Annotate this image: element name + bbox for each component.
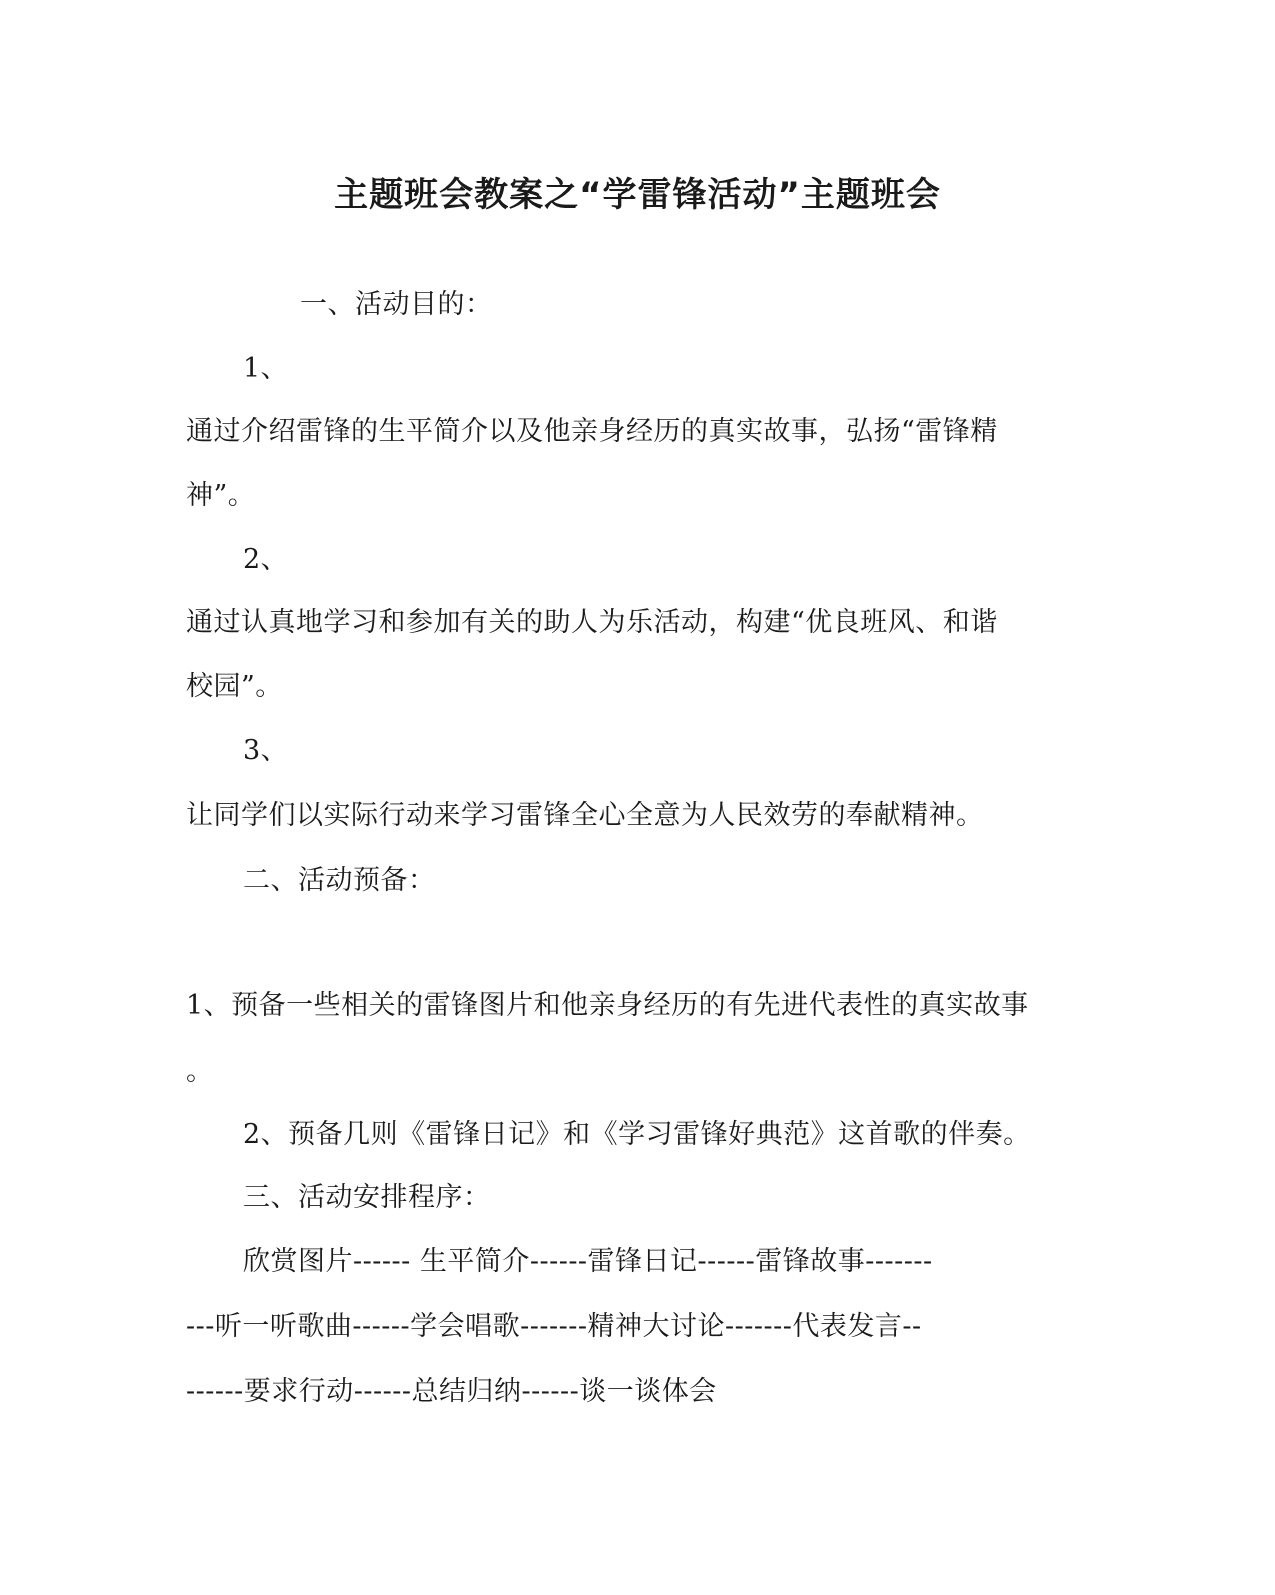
- document-title: 主题班会教案之“学雷锋活动”主题班会: [334, 175, 941, 215]
- list-item-number: 2、: [243, 544, 289, 575]
- list-item-number: 1、: [243, 353, 289, 384]
- paragraph-line: 神”。: [186, 480, 256, 511]
- paragraph-line: 通过认真地学习和参加有关的助人为乐活动，构建“优良班风、和谐: [186, 607, 998, 638]
- section-heading-procedure: 三、活动安排程序：: [243, 1182, 491, 1213]
- paragraph-line: 。: [186, 1056, 214, 1087]
- paragraph-line: ---听一听歌曲------学会唱歌-------精神大讨论-------代表发言--: [186, 1311, 922, 1342]
- section-heading-objectives: 一、活动目的：: [300, 289, 493, 320]
- paragraph-line: 2、预备几则《雷锋日记》和《学习雷锋好典范》这首歌的伴奏。: [243, 1119, 1031, 1150]
- paragraph-line: ------要求行动------总结归纳------谈一谈体会: [186, 1376, 717, 1407]
- paragraph-line: 校园”。: [186, 671, 283, 702]
- paragraph-line: 通过介绍雷锋的生平简介以及他亲身经历的真实故事，弘扬“雷锋精: [186, 416, 998, 447]
- list-item-number: 3、: [243, 735, 289, 766]
- paragraph-line: 欣赏图片------ 生平简介------雷锋日记------雷锋故事-------: [243, 1246, 933, 1277]
- paragraph-line: 让同学们以实际行动来学习雷锋全心全意为人民效劳的奉献精神。: [186, 800, 984, 831]
- section-heading-preparation: 二、活动预备：: [243, 865, 436, 896]
- paragraph-line: 1、预备一些相关的雷锋图片和他亲身经历的有先进代表性的真实故事: [186, 990, 1029, 1021]
